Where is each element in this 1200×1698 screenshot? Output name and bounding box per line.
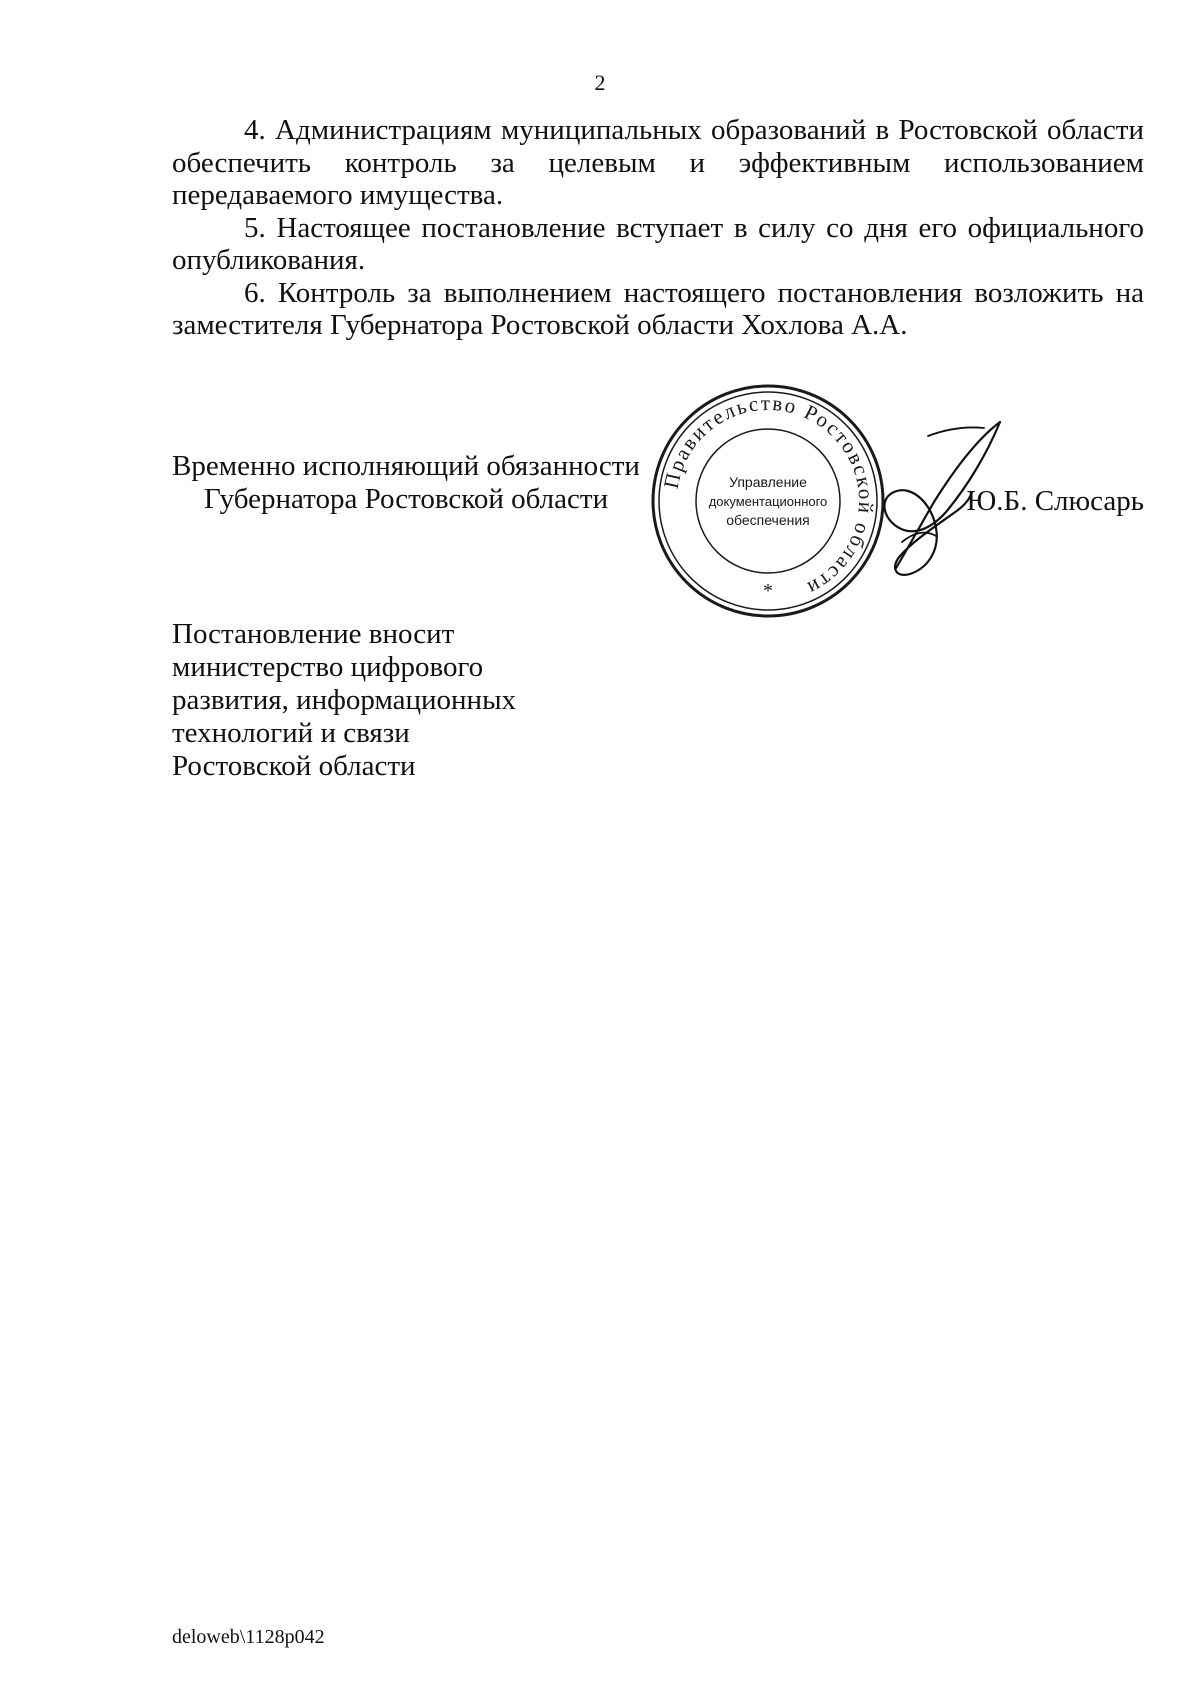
signatory-position-line1: Временно исполняющий обязанности xyxy=(172,450,640,482)
paragraph-4: 4. Администрациям муниципальных образований в Ростовской области обеспечить контроль за целевым и эффективным использованием передаваемого имущества. xyxy=(172,114,1144,211)
seal-star: * xyxy=(763,580,773,602)
signatory-position xyxy=(172,450,640,516)
seal-inner-line3: обеспечения xyxy=(726,512,810,528)
submitter-line: развития, информационных xyxy=(172,684,517,716)
submitter-line: министерство цифрового xyxy=(172,651,484,683)
page-number: 2 xyxy=(594,70,606,95)
signer-name: Ю.Б. Слюсарь xyxy=(966,485,1144,517)
document-body xyxy=(172,114,1144,342)
seal-outer-text: Правительство Ростовской области xyxy=(658,390,879,602)
paragraph-6: 6. Контроль за выполнением настоящего постановления возложить на заместителя Губернатора Ростовской области Хохлова А.А. xyxy=(172,276,1144,341)
paragraph-5: 5. Настоящее постановление вступает в силу со дня его официального опубликования. xyxy=(172,211,1144,276)
signatory-position-line2: Губернатора Ростовской области xyxy=(204,483,609,515)
seal-inner-line1: Управление xyxy=(729,474,807,490)
submitter-line: Ростовской области xyxy=(172,750,416,782)
submitter-line: технологий и связи xyxy=(172,717,410,749)
seal-inner-line2: документационного xyxy=(708,494,828,509)
official-seal xyxy=(650,383,886,619)
submitter-line: Постановление вносит xyxy=(172,618,455,650)
submitter-note xyxy=(172,618,516,783)
document-code: deloweb\1128p042 xyxy=(172,1626,325,1648)
